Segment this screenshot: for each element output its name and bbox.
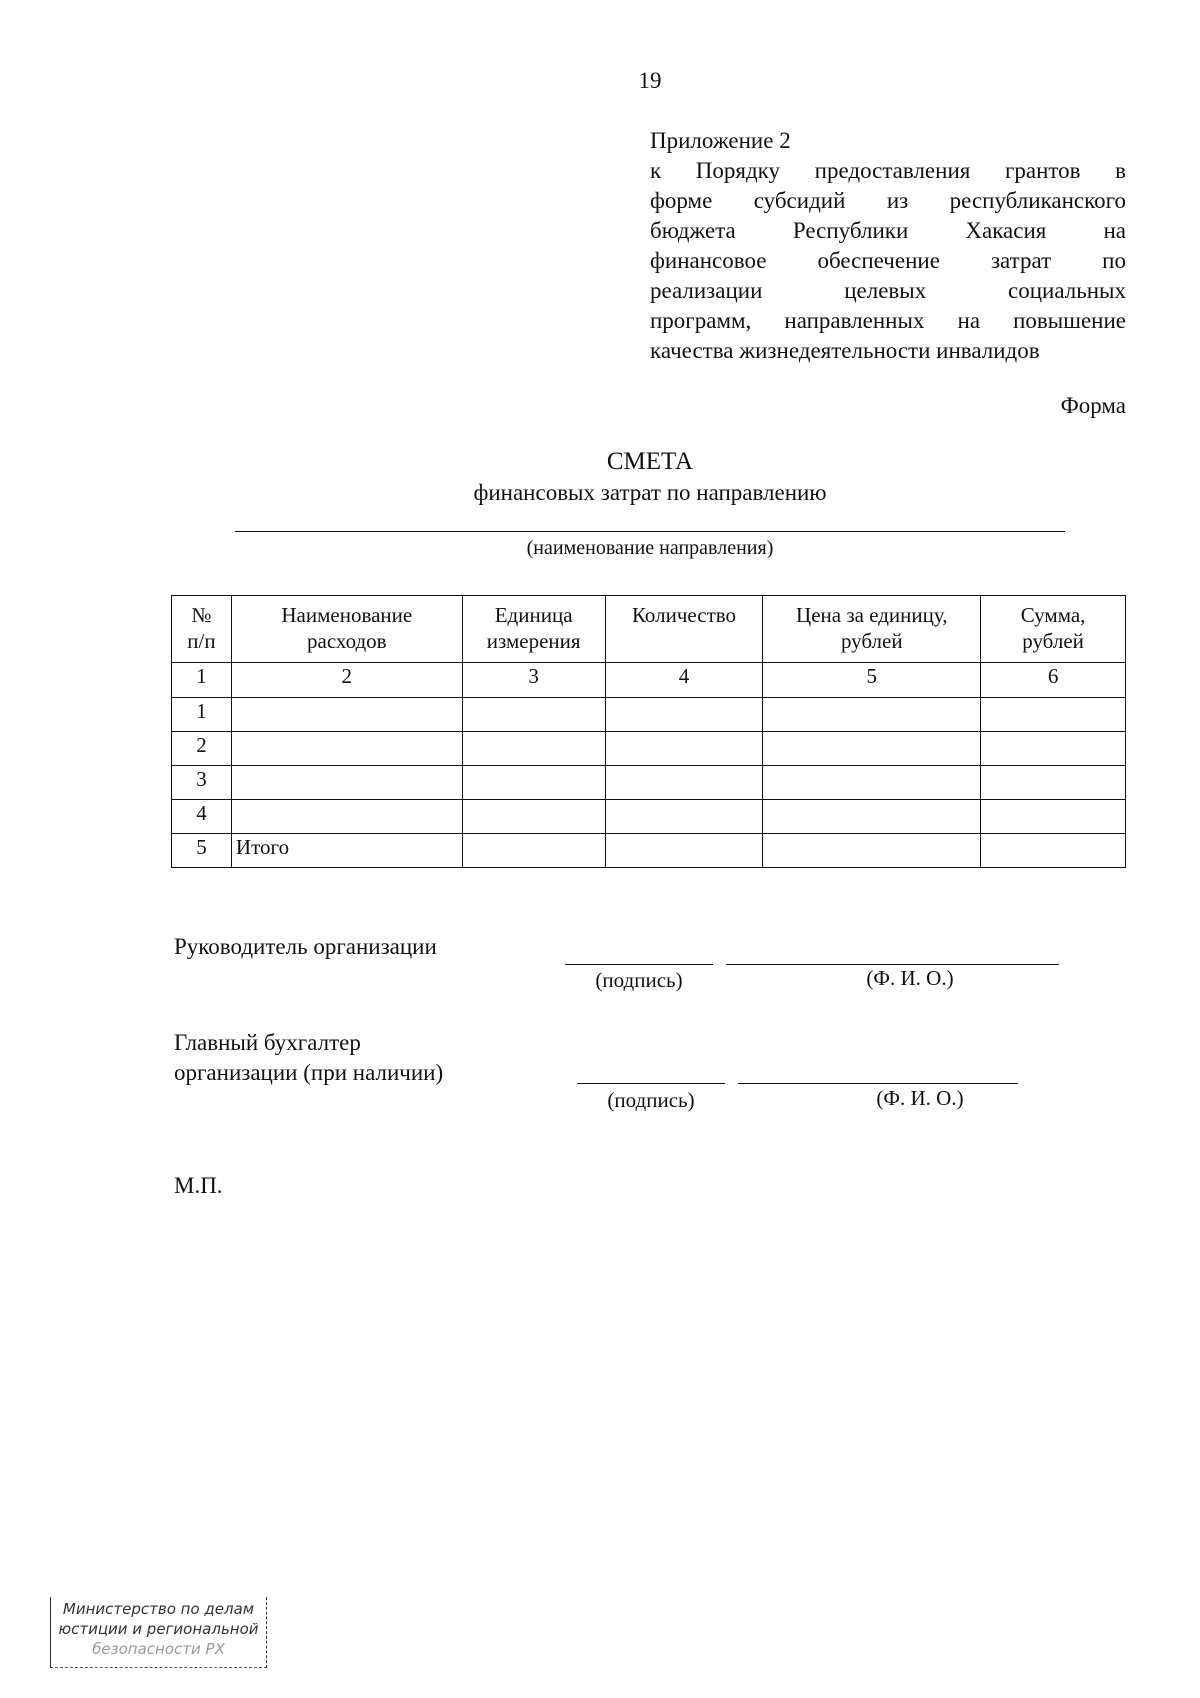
accountant-role-label: Главный бухгалтер bbox=[174, 1030, 361, 1055]
header-number: № п/п bbox=[172, 596, 232, 663]
column-number: 2 bbox=[231, 663, 462, 698]
cell-expense-name[interactable] bbox=[231, 698, 462, 732]
cell-expense-name[interactable] bbox=[231, 732, 462, 766]
cell-unit[interactable] bbox=[462, 698, 605, 732]
table-row-total bbox=[172, 834, 1126, 868]
header-unit: Единица измерения bbox=[462, 596, 605, 663]
cell-unit-price[interactable] bbox=[763, 766, 981, 800]
document-title: СМЕТА bbox=[606, 448, 694, 475]
column-number: 4 bbox=[605, 663, 763, 698]
cell-unit[interactable] bbox=[462, 766, 605, 800]
cell-sum[interactable] bbox=[981, 698, 1126, 732]
cell-sum[interactable] bbox=[981, 834, 1126, 868]
appendix-line: к Порядку предоставления грантов в bbox=[650, 158, 1126, 183]
row-number: 1 bbox=[172, 698, 232, 732]
stamp-text: безопасности РХ bbox=[92, 1640, 225, 1658]
cell-sum[interactable] bbox=[981, 766, 1126, 800]
cell-unit[interactable] bbox=[462, 800, 605, 834]
cell-unit-price[interactable] bbox=[763, 698, 981, 732]
cell-unit[interactable] bbox=[462, 732, 605, 766]
cell-expense-name[interactable] bbox=[231, 766, 462, 800]
table-row bbox=[172, 732, 1126, 766]
head-signature-line[interactable] bbox=[565, 964, 713, 965]
table-row bbox=[172, 766, 1126, 800]
form-label: Форма bbox=[1060, 393, 1126, 418]
header-expense-name: Наименование расходов bbox=[231, 596, 462, 663]
cell-sum[interactable] bbox=[981, 800, 1126, 834]
appendix-line: реализации целевых социальных bbox=[650, 278, 1126, 303]
appendix-line: программ, направленных на повышение bbox=[650, 308, 1126, 333]
cell-quantity[interactable] bbox=[605, 732, 763, 766]
appendix-title: Приложение 2 bbox=[650, 128, 791, 153]
accountant-signature-caption: (подпись) bbox=[607, 1088, 695, 1112]
cell-unit[interactable] bbox=[462, 834, 605, 868]
accountant-signature-line[interactable] bbox=[577, 1083, 725, 1084]
row-number: 4 bbox=[172, 800, 232, 834]
header-unit-price: Цена за единицу, рублей bbox=[763, 596, 981, 663]
budget-table bbox=[171, 595, 1126, 868]
row-number: 5 bbox=[172, 834, 232, 868]
appendix-line: форме субсидий из республиканского bbox=[650, 188, 1126, 213]
ministry-stamp bbox=[50, 1597, 267, 1668]
cell-quantity[interactable] bbox=[605, 766, 763, 800]
head-name-caption: (Ф. И. О.) bbox=[866, 966, 954, 990]
appendix-line: качества жизнедеятельности инвалидов bbox=[650, 338, 1040, 363]
document-subtitle: финансовых затрат по направлению bbox=[473, 480, 827, 505]
cell-quantity[interactable] bbox=[605, 834, 763, 868]
cell-expense-name[interactable] bbox=[231, 800, 462, 834]
head-signature-caption: (подпись) bbox=[595, 968, 683, 992]
column-number: 3 bbox=[462, 663, 605, 698]
page-number: 19 bbox=[638, 68, 662, 93]
cell-quantity[interactable] bbox=[605, 800, 763, 834]
accountant-name-caption: (Ф. И. О.) bbox=[876, 1086, 964, 1110]
appendix-heading bbox=[650, 126, 1126, 366]
column-number: 5 bbox=[763, 663, 981, 698]
table-header-row bbox=[172, 596, 1126, 663]
header-sum: Сумма, рублей bbox=[981, 596, 1126, 663]
direction-caption: (наименование направления) bbox=[526, 537, 774, 559]
cell-unit-price[interactable] bbox=[763, 834, 981, 868]
cell-total-label: Итого bbox=[231, 834, 462, 868]
stamp-text: Министерство по делам bbox=[62, 1600, 255, 1618]
cell-sum[interactable] bbox=[981, 732, 1126, 766]
row-number: 2 bbox=[172, 732, 232, 766]
accountant-role-label: организации (при наличии) bbox=[174, 1060, 444, 1085]
accountant-name-line[interactable] bbox=[738, 1083, 1018, 1084]
cell-quantity[interactable] bbox=[605, 698, 763, 732]
table-row bbox=[172, 698, 1126, 732]
cell-unit-price[interactable] bbox=[763, 732, 981, 766]
head-role-label: Руководитель организации bbox=[174, 934, 437, 959]
column-number: 6 bbox=[981, 663, 1126, 698]
table-row bbox=[172, 800, 1126, 834]
row-number: 3 bbox=[172, 766, 232, 800]
seal-place-label: М.П. bbox=[174, 1173, 223, 1198]
cell-unit-price[interactable] bbox=[763, 800, 981, 834]
column-number-row bbox=[172, 663, 1126, 698]
appendix-line: финансовое обеспечение затрат по bbox=[650, 248, 1126, 273]
stamp-text: юстиции и региональной bbox=[58, 1620, 259, 1638]
header-quantity: Количество bbox=[605, 596, 763, 663]
appendix-line: бюджета Республики Хакасия на bbox=[650, 218, 1126, 243]
head-name-line[interactable] bbox=[726, 964, 1059, 965]
direction-fill-line[interactable] bbox=[235, 531, 1065, 532]
column-number: 1 bbox=[172, 663, 232, 698]
